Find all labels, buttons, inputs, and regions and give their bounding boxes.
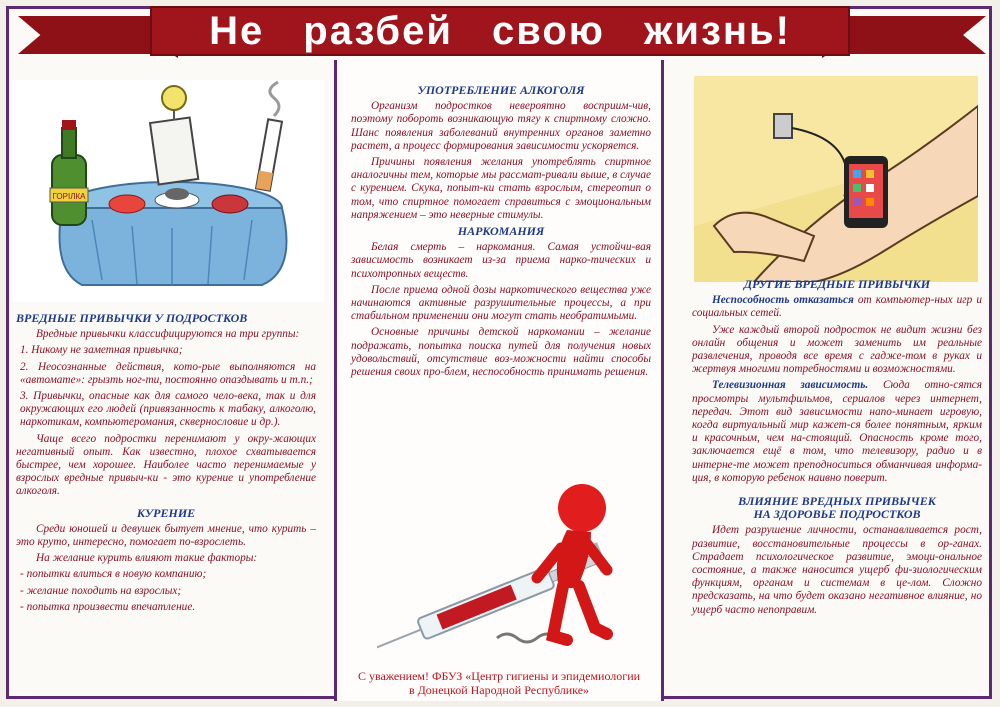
list-item: - попытка произвести впечатление. xyxy=(20,600,196,613)
heading-bad-habits: ВРЕДНЫЕ ПРИВЫЧКИ У ПОДРОСТКОВ xyxy=(16,311,248,325)
column-middle xyxy=(334,60,664,701)
column-right xyxy=(670,60,990,701)
syringe-figure-illustration xyxy=(377,478,637,668)
page-title: Не разбей свою жизнь! xyxy=(209,8,791,53)
list-item: - попытки влиться в новую компанию; xyxy=(20,568,207,581)
list-item: 3. Привычки, опасные как для самого чело-века, так и для окружающих его людей (привязанность к табаку, алкоголю, наркотикам, компьютеромания, сквернословие и др.). xyxy=(20,390,316,429)
col3-text xyxy=(692,276,982,620)
paragraph-rest: от компьютер-ных игр и социальных сетей. xyxy=(692,294,982,320)
footer-line: в Донецкой Народной Республике» xyxy=(408,683,590,697)
paragraph: На желание курить влияют такие факторы: xyxy=(36,552,258,565)
heading-health-impact: ВЛИЯНИЕ ВРЕДНЫХ ПРИВЫЧЕК xyxy=(738,494,936,509)
paragraph: После приема одной дозы наркотического вещества уже начинаются активные разрушительные процессы, а при стабильном применении они могут стать необратимыми. xyxy=(351,283,651,323)
column-left xyxy=(8,60,328,701)
heading-drugs: НАРКОМАНИЯ xyxy=(457,224,545,239)
bottle-label: ГОРІЛКА xyxy=(52,192,86,201)
paragraph: Основные причины детской наркомании – желание подражать, попытка поиска путей для получения новых удовольствий, отсутствие воз-можности найти способы решения своих про-блем, неспособность принимать решения. xyxy=(351,326,651,379)
list-item: 2. Неосознанные действия, кото-рые выполняются на «автомате»: грызть ног-ти, постоянно опаздывать и т.п.; xyxy=(20,360,316,386)
heading-smoking: КУРЕНИЕ xyxy=(136,505,196,520)
title-banner xyxy=(150,6,850,56)
paragraph-rest: Сюда отно-сятся просмотры мультфильмов, сериалов через интернет, передач. Этот вид зависимости напо-минает игровую, когда виртуальный мир кажет-ся более понятным, ярким и красочным, чем на-стоящий. Опасность кроме того, заключается ещё в том, что телевизору, радио и в интерне-те может преподноситься обманчивая информа-ция, в которую ребенок наивно поверит. xyxy=(692,379,982,484)
phone-addiction-illustration xyxy=(694,76,978,282)
paragraph: Среди юношей и девушек бытует мнение, что курить – это круто, интересно, помогает по-взрослеть. xyxy=(16,522,316,549)
paragraph: Вредные привычки классифицируются на три группы: xyxy=(36,328,300,341)
paragraph: Чаще всего подростки перенимают у окру-жающих негативный опыт. Как известно, плохое схватывается быстрее, чем хорошее. Наиболее часто перенимаемые у взрослых вредные привыч-ки - это курение и употребление алкоголя. xyxy=(16,432,316,498)
col2-text xyxy=(351,82,651,382)
footer-credit xyxy=(337,669,661,697)
col1-text xyxy=(16,310,316,617)
paragraph: Белая смерть – наркомания. Самая устойчи-вая зависимость возникает из-за приема нарко-тических и психотропных веществ. xyxy=(351,241,651,280)
footer-line: С уважением! ФБУЗ «Центр гигиены и эпидемиологии xyxy=(357,669,641,683)
paragraph: Причины появления желания употреблять спиртное аналогичны тем, которые мы рассмат-ривали выше, в случае с курением. Скука, попыт-ки стать взрослым, стереотип о том, что спиртное помогает справиться с эмоциональным напряжением – это неверные стимулы. xyxy=(351,156,651,221)
paragraph: Организм подростков невероятно восприим-чив, поэтому побороть возникающую тягу к спиртному сложно. Шанс появления заболеваний внутренних органов заметно растет, а процесс формирования зависимости ускоряется. xyxy=(351,100,651,152)
party-table-illustration xyxy=(12,80,324,302)
list-item: 1. Никому не заметная привычка; xyxy=(20,344,183,357)
heading-alcohol: УПОТРЕБЛЕНИЕ АЛКОГОЛЯ xyxy=(417,83,585,97)
heading-health-impact-line2: НА ЗДОРОВЬЕ ПОДРОСТКОВ xyxy=(753,507,921,522)
bold-lead: Неспособность отказаться xyxy=(712,294,854,307)
paragraph: Идет разрушение личности, останавливается рост, развитие, восстановительные процессы в ор-ганах. Страдает психологическое развитие, эмоци-ональное состояние, а также наносится ущерб фи-зиологическим функциям, органам и системам в це-лом. Сложно предсказать, на что будет оказано негативное влияние, но ущерб часто непоправим. xyxy=(692,524,982,616)
heading-other-habits: ДРУГИЕ ВРЕДНЫЕ ПРИВЫЧКИ xyxy=(743,277,931,291)
bold-lead: Телевизионная зависимость. xyxy=(712,379,869,392)
paragraph: Уже каждый второй подросток не видит жизни без онлайн общения и может заменить им реальные развлечения, проводя все время с гадже-том в руках и жертвуя многими потребностями и возможностями. xyxy=(692,323,982,376)
list-item: - желание походить на взрослых; xyxy=(20,584,182,597)
